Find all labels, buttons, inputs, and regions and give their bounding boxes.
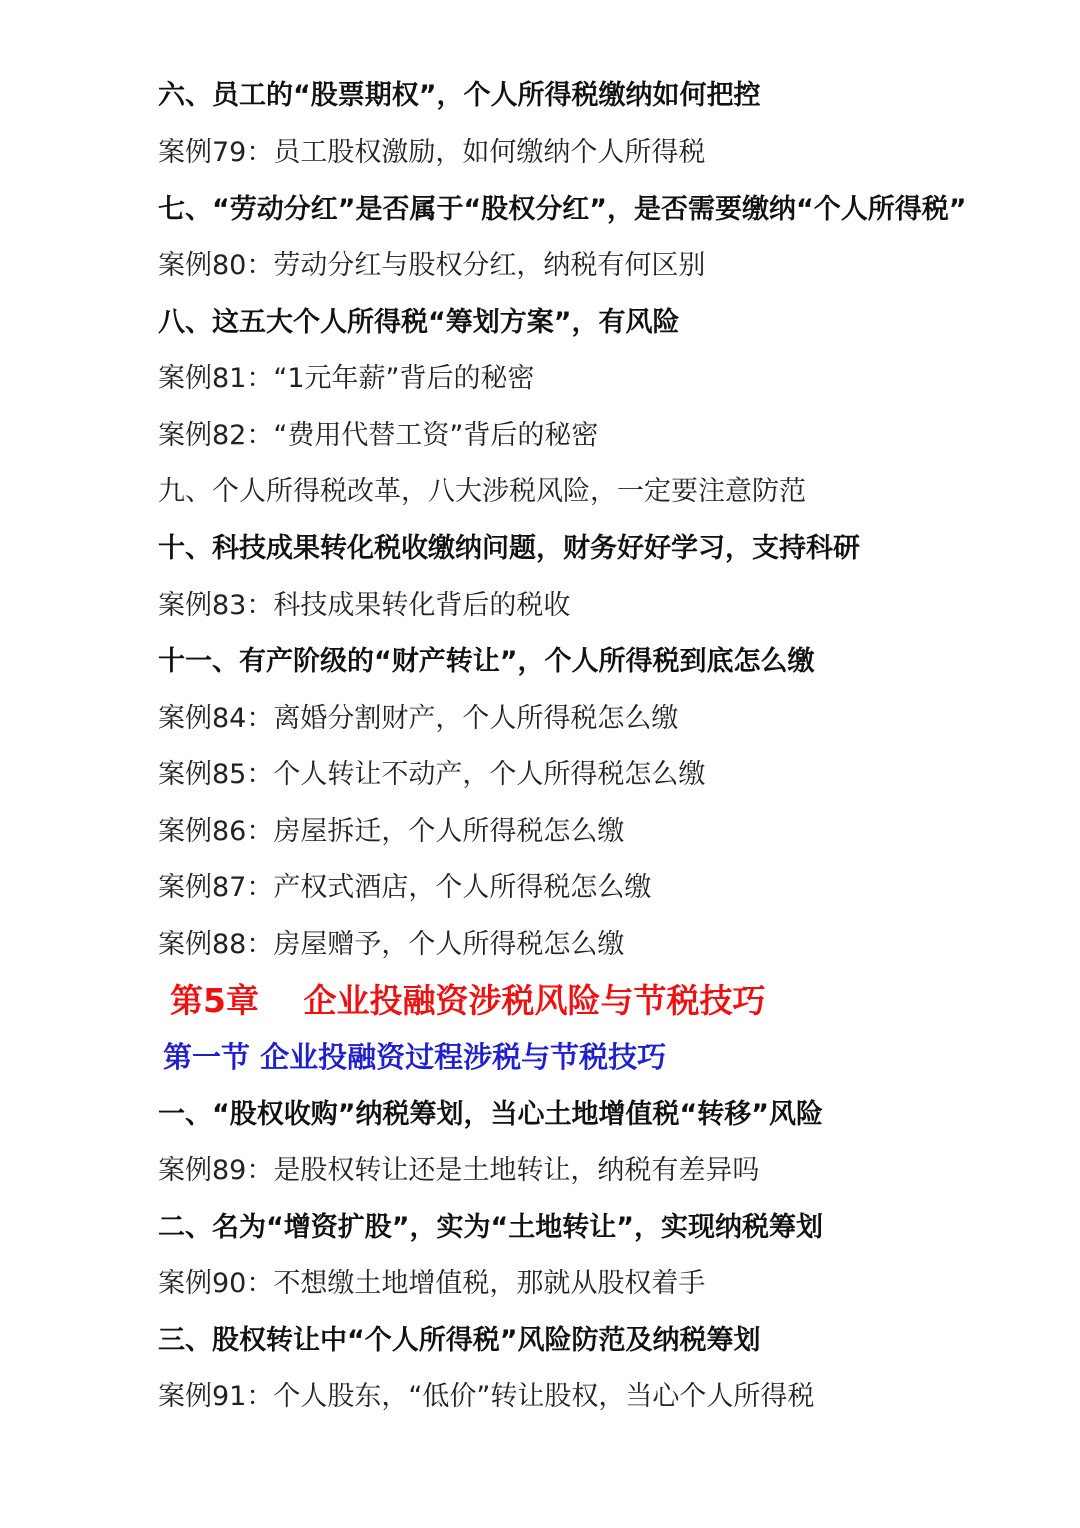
case-88: 案例88：房屋赠予，个人所得税怎么缴 (158, 929, 625, 960)
case-79: 案例79：员工股权激励，如何缴纳个人所得税 (158, 137, 706, 168)
heading-11-property-transfer: 十一、有产阶级的“财产转让”，个人所得税到底怎么缴 (158, 646, 815, 677)
case-87: 案例87：产权式酒店，个人所得税怎么缴 (158, 872, 652, 903)
section-1-title: 第一节 企业投融资过程涉税与节税技巧 (163, 1040, 667, 1074)
case-84: 案例84：离婚分割财产，个人所得税怎么缴 (158, 703, 679, 734)
case-82: 案例82：“费用代替工资”背后的秘密 (158, 420, 599, 451)
case-80: 案例80：劳动分红与股权分红，纳税有何区别 (158, 250, 706, 281)
heading-2-capital-increase: 二、名为“增资扩股”，实为“土地转让”，实现纳税筹划 (158, 1212, 823, 1243)
case-81: 案例81：“1元年薪”背后的秘密 (158, 363, 535, 394)
case-85: 案例85：个人转让不动产，个人所得税怎么缴 (158, 759, 706, 790)
heading-9-tax-reform: 九、个人所得税改革，八大涉税风险，一定要注意防范 (158, 476, 806, 507)
case-90: 案例90：不想缴土地增值税，那就从股权着手 (158, 1268, 706, 1299)
heading-1-equity-acquisition: 一、“股权收购”纳税筹划，当心土地增值税“转移”风险 (158, 1099, 823, 1130)
case-89: 案例89：是股权转让还是土地转让，纳税有差异吗 (158, 1155, 760, 1186)
case-86: 案例86：房屋拆迁，个人所得税怎么缴 (158, 816, 625, 847)
heading-10-tech-transfer: 十、科技成果转化税收缴纳问题，财务好好学习，支持科研 (158, 533, 860, 564)
heading-6-stock-options: 六、员工的“股票期权”，个人所得税缴纳如何把控 (158, 80, 761, 111)
chapter-5-title: 第5章 企业投融资涉税风险与节税技巧 (170, 981, 766, 1020)
case-83: 案例83：科技成果转化背后的税收 (158, 590, 571, 621)
heading-7-labor-dividend: 七、“劳动分红”是否属于“股权分红”，是否需要缴纳“个人所得税” (158, 194, 967, 225)
heading-8-planning-risks: 八、这五大个人所得税“筹划方案”，有风险 (158, 307, 680, 338)
case-91: 案例91：个人股东，“低价”转让股权，当心个人所得税 (158, 1381, 815, 1412)
heading-3-equity-transfer-tax: 三、股权转让中“个人所得税”风险防范及纳税筹划 (158, 1325, 761, 1356)
